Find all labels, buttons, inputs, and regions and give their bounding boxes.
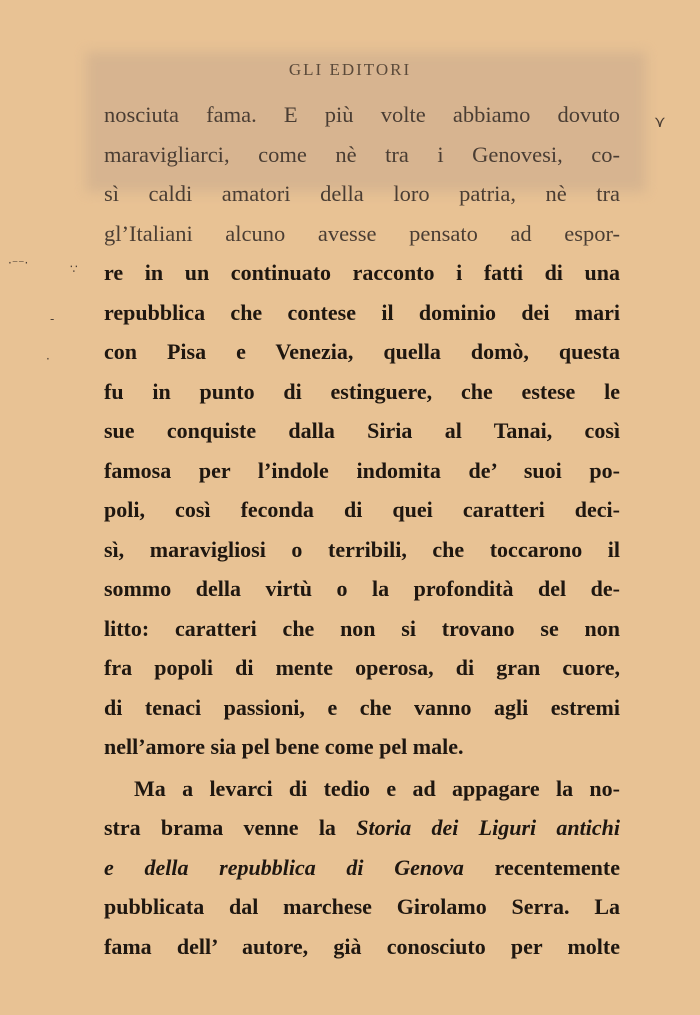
margin-speck: ·	[46, 352, 50, 366]
text-line: famosa per l’indole indomita de’ suoi po-	[104, 457, 620, 483]
text-line: fama dell’ autore, già conosciuto per molte	[104, 933, 620, 959]
margin-speck: ·⁻⁻·	[8, 256, 29, 270]
text-line: nosciuta fama. E più volte abbiamo dovuto	[104, 102, 620, 127]
margin-speck: -	[50, 312, 55, 326]
text-line: maravigliarci, come nè tra i Genovesi, co-	[104, 141, 620, 167]
text-line: nell’amore sia pel bene come pel male.	[104, 734, 464, 759]
text-line: sì caldi amatori della loro patria, nè tra	[104, 181, 620, 206]
text-line: litto: caratteri che non si trovano se non	[104, 615, 620, 641]
text-line	[104, 848, 620, 888]
text-line: sì, maravigliosi o terribili, che toccarono il	[104, 536, 620, 562]
text-line: sommo della virtù o la profondità del de-	[104, 576, 620, 601]
text-run: recentemente	[463, 854, 620, 880]
text-line: repubblica che contese il dominio dei mari	[104, 299, 620, 325]
text-line: re in un continuato racconto i fatti di una	[104, 260, 620, 285]
text-run: stra brama venne la	[104, 815, 357, 840]
text-line: pubblicata dal marchese Girolamo Serra. La	[104, 894, 620, 919]
text-line: gl’Italiani alcuno avesse pensato ad espor-	[104, 220, 620, 246]
running-header: GLI EDITORI	[288, 60, 412, 79]
book-title: Storia dei Liguri antichi	[356, 815, 620, 840]
text-line: fu in punto di estinguere, che estese le	[104, 378, 620, 404]
body-text	[104, 95, 620, 966]
text-line: Ma a levarci di tedio e ad appagare la no-	[134, 775, 620, 801]
text-line	[104, 808, 620, 848]
text-line: con Pisa e Venezia, quella domò, questa	[104, 339, 620, 364]
text-line: fra popoli di mente operosa, di gran cuore,	[104, 655, 620, 680]
text-line: di tenaci passioni, e che vanno agli estremi	[104, 694, 620, 720]
text-line: poli, così feconda di quei caratteri deci-	[104, 497, 620, 522]
margin-speck: ∵	[70, 262, 78, 276]
text-line: sue conquiste dalla Siria al Tanai, così	[104, 418, 620, 443]
margin-mark: ⋎	[654, 112, 666, 131]
book-title: e della repubblica di Genova	[104, 854, 464, 880]
